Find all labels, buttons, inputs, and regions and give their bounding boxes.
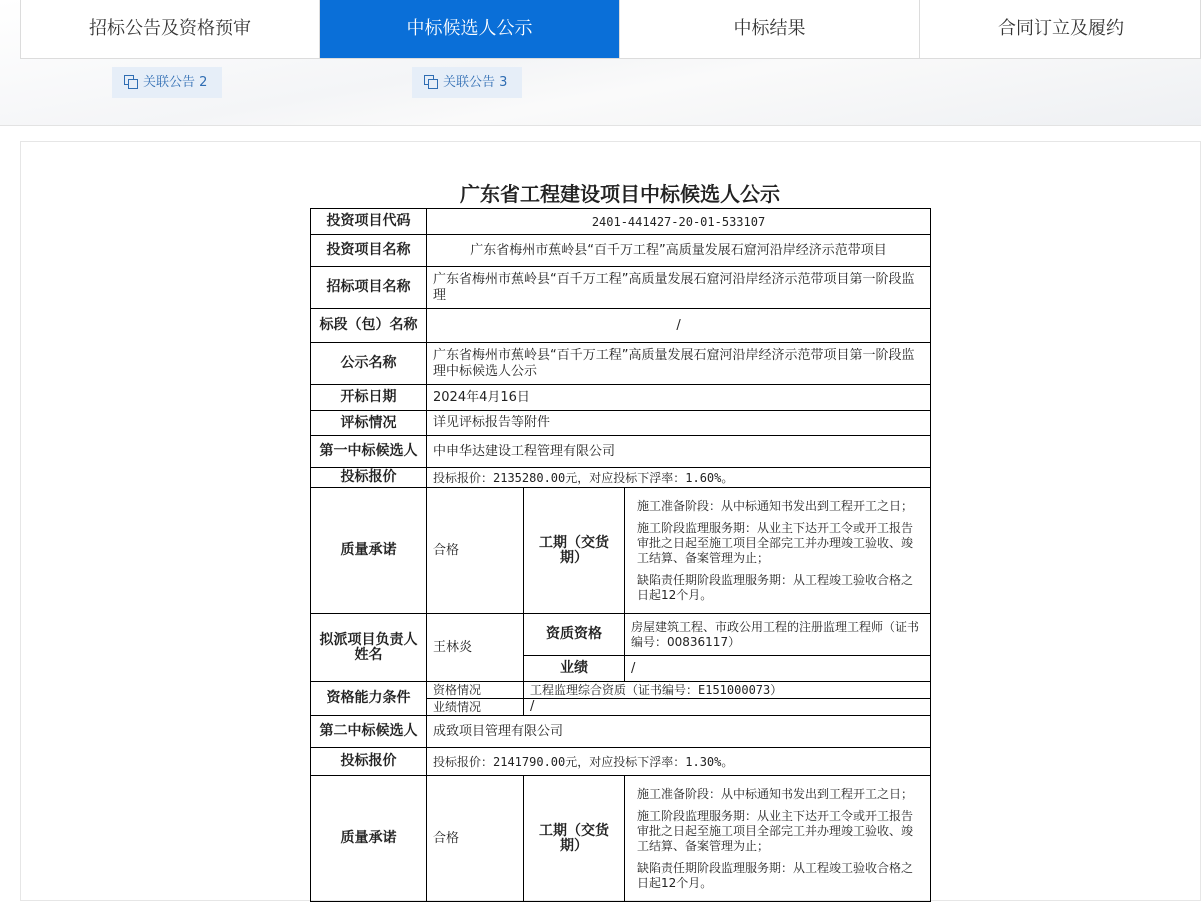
tab-award-result[interactable]: 中标结果 bbox=[620, 0, 920, 58]
first-manager-value: 王林炎 bbox=[427, 614, 524, 682]
open-date-label: 开标日期 bbox=[311, 385, 427, 411]
notice-name-label: 公示名称 bbox=[311, 343, 427, 385]
evaluation-value: 详见评标报告等附件 bbox=[427, 411, 931, 436]
copy-icon bbox=[124, 75, 137, 88]
table-row bbox=[311, 436, 931, 468]
related-notice-3-label: 关联公告 3 bbox=[443, 75, 508, 90]
capability-label: 资格能力条件 bbox=[311, 682, 427, 716]
table-row bbox=[311, 614, 931, 656]
duration-line: 施工准备阶段：从中标通知书发出到工程开工之日； bbox=[637, 786, 914, 801]
capability-qual-label: 资格情况 bbox=[427, 682, 524, 699]
tab-contract[interactable]: 合同订立及履约 bbox=[998, 18, 1124, 39]
first-candidate-label: 第一中标候选人 bbox=[311, 436, 427, 468]
notice-name-value: 广东省梅州市蕉岭县“百千万工程”高质量发展石窟河沿岸经济示范带项目第一阶段监理中标候选人公示 bbox=[427, 343, 931, 385]
duration-line: 缺陷责任期阶段监理服务期：从工程竣工验收合格之日起12个月。 bbox=[637, 572, 914, 602]
bid-project-name-label: 招标项目名称 bbox=[311, 267, 427, 309]
second-quality-label: 质量承诺 bbox=[311, 776, 427, 902]
open-date-value: 2024年4月16日 bbox=[427, 385, 931, 411]
duration-line: 施工准备阶段：从中标通知书发出到工程开工之日； bbox=[637, 498, 914, 513]
first-manager-perf-label: 业绩 bbox=[524, 656, 625, 682]
project-code-value: 2401-441427-20-01-533107 bbox=[427, 209, 931, 235]
first-manager-qual-value: 房屋建筑工程、市政公用工程的注册监理工程师（证书编号：00836117） bbox=[625, 614, 931, 656]
table-row bbox=[311, 235, 931, 267]
first-bid-price-value: 投标报价：2135280.00元，对应投标下浮率：1.60%。 bbox=[427, 468, 931, 488]
first-quality-value: 合格 bbox=[427, 488, 524, 614]
first-bid-price-label: 投标报价 bbox=[311, 468, 427, 488]
evaluation-label: 评标情况 bbox=[311, 411, 427, 436]
second-quality-value: 合格 bbox=[427, 776, 524, 902]
first-manager-perf-value: / bbox=[625, 656, 931, 682]
table-row bbox=[311, 488, 931, 614]
tab-candidate-notice[interactable]: 中标候选人公示 bbox=[320, 0, 620, 58]
related-notice-2-label: 关联公告 2 bbox=[143, 75, 208, 90]
second-bid-price-value: 投标报价：2141790.00元，对应投标下浮率：1.30%。 bbox=[427, 748, 931, 776]
second-duration-value bbox=[625, 776, 931, 902]
project-code-label: 投资项目代码 bbox=[311, 209, 427, 235]
first-candidate-value: 中申华达建设工程管理有限公司 bbox=[427, 436, 931, 468]
related-notice-2-button[interactable] bbox=[112, 67, 222, 98]
project-name-value: 广东省梅州市蕉岭县“百千万工程”高质量发展石窟河沿岸经济示范带项目 bbox=[427, 235, 931, 267]
second-bid-price-label: 投标报价 bbox=[311, 748, 427, 776]
table-row bbox=[311, 343, 931, 385]
related-notice-3-button[interactable] bbox=[412, 67, 522, 98]
table-row bbox=[311, 682, 931, 699]
tab-tender-notice[interactable]: 招标公告及资格预审 bbox=[21, 0, 320, 58]
first-duration-label: 工期（交货期） bbox=[524, 488, 625, 614]
section-value: / bbox=[427, 309, 931, 343]
notice-title: 广东省工程建设项目中标候选人公示 bbox=[460, 182, 780, 206]
duration-line: 施工阶段监理服务期：从业主下达开工令或开工报告审批之日起至施工项目全部完工并办理竣工验收、竣工结算、备案管理为止； bbox=[637, 808, 914, 853]
notice-table bbox=[310, 208, 931, 902]
bid-project-name-value: 广东省梅州市蕉岭县“百千万工程”高质量发展石窟河沿岸经济示范带项目第一阶段监理 bbox=[427, 267, 931, 309]
project-name-label: 投资项目名称 bbox=[311, 235, 427, 267]
second-candidate-value: 成致项目管理有限公司 bbox=[427, 716, 931, 748]
first-manager-label: 拟派项目负责人姓名 bbox=[311, 614, 427, 682]
second-candidate-label: 第二中标候选人 bbox=[311, 716, 427, 748]
table-row bbox=[311, 748, 931, 776]
table-row bbox=[311, 411, 931, 436]
tab-bar bbox=[20, 0, 1201, 59]
duration-line: 缺陷责任期阶段监理服务期：从工程竣工验收合格之日起12个月。 bbox=[637, 860, 914, 890]
table-row bbox=[311, 309, 931, 343]
table-row bbox=[311, 209, 931, 235]
section-label: 标段（包）名称 bbox=[311, 309, 427, 343]
capability-perf-label: 业绩情况 bbox=[427, 699, 524, 716]
first-duration-value bbox=[625, 488, 931, 614]
first-quality-label: 质量承诺 bbox=[311, 488, 427, 614]
table-row bbox=[311, 385, 931, 411]
table-row bbox=[311, 267, 931, 309]
table-row bbox=[311, 716, 931, 748]
duration-line: 施工阶段监理服务期：从业主下达开工令或开工报告审批之日起至施工项目全部完工并办理竣工验收、竣工结算、备案管理为止； bbox=[637, 520, 914, 565]
table-row bbox=[311, 468, 931, 488]
capability-qual-value: 工程监理综合资质（证书编号：E151000073） bbox=[524, 682, 931, 699]
capability-perf-value: / bbox=[524, 699, 931, 716]
second-duration-label: 工期（交货期） bbox=[524, 776, 625, 902]
first-manager-qual-label: 资质资格 bbox=[524, 614, 625, 656]
table-row bbox=[311, 776, 931, 902]
copy-icon bbox=[424, 75, 437, 88]
